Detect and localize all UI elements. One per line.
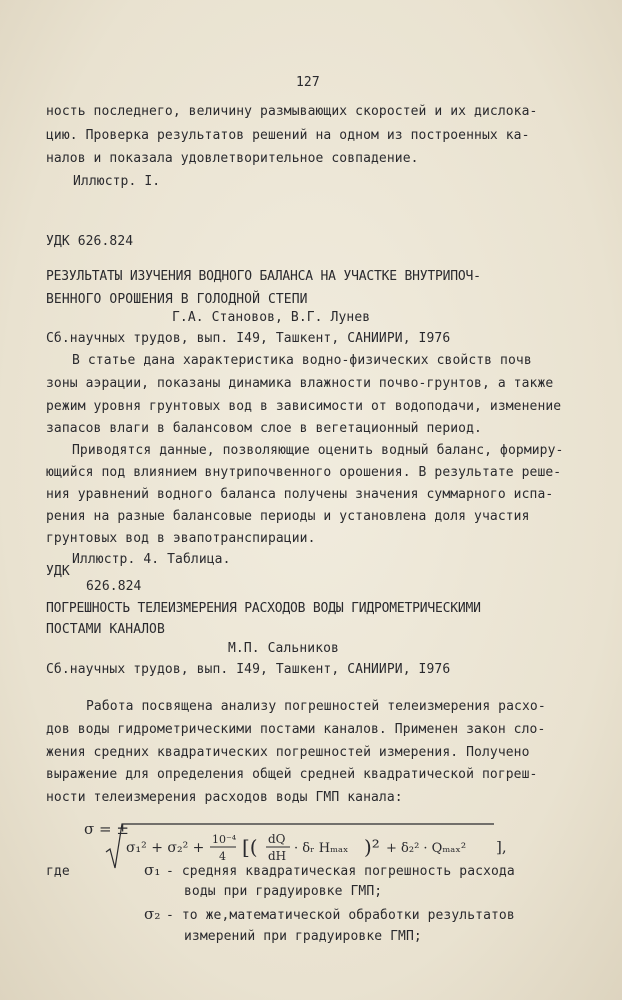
entry2-title-line: ПОСТАМИ КАНАЛОВ bbox=[46, 622, 165, 637]
sigma1-squared: σ₁² + σ₂² + bbox=[126, 840, 205, 856]
entry2-abstract-line: выражение для определения общей средней квадратической погреш- bbox=[46, 767, 538, 782]
def-line: - то же,математической обработки результатов bbox=[166, 908, 515, 923]
entry1-abstract-line: рения на разные балансовые периоды и установлена доля участия bbox=[46, 509, 530, 524]
entry2-title-line: ПОГРЕШНОСТЬ ТЕЛЕИЗМЕРЕНИЯ РАСХОДОВ ВОДЫ ГИДРОМЕТРИЧЕСКИМИ bbox=[46, 601, 481, 616]
def-line: - средняя квадратическая погрешность расхода bbox=[166, 864, 515, 879]
prev-abstract-line: цию. Проверка результатов решений на одном из построенных ка- bbox=[46, 128, 530, 143]
formula-end: ], bbox=[496, 838, 507, 856]
entry2-authors: М.П. Сальников bbox=[228, 641, 339, 656]
entry1-abstract-line: ния уравнений водного баланса получены значения суммарного испа- bbox=[46, 487, 554, 502]
entry2-abstract-line: жения средних квадратических погрешностей измерения. Получено bbox=[46, 745, 530, 760]
frac-numerator: 10⁻⁴ bbox=[212, 833, 237, 846]
prev-illustrations: Иллюстр. I. bbox=[73, 174, 161, 189]
def-symbol-sigma2: σ₂ bbox=[144, 905, 161, 923]
entry1-title-line: РЕЗУЛЬТАТЫ ИЗУЧЕНИЯ ВОДНОГО БАЛАНСА НА УЧАСТКЕ ВНУТРИПОЧ- bbox=[46, 269, 481, 284]
entry2-udk-number: 626.824 bbox=[86, 579, 142, 594]
frac-denominator: 4 bbox=[219, 850, 226, 863]
entry2-udk-label: УДК bbox=[46, 564, 70, 579]
entry1-abstract-line: режим уровня грунтовых вод в зависимости от водоподачи, изменение bbox=[46, 399, 562, 414]
entry1-abstract-line: грунтовых вод в эвапотранспирации. bbox=[46, 531, 316, 546]
page-number: 127 bbox=[296, 75, 320, 90]
entry1-abstract-line: В статье дана характеристика водно-физических свойств почв bbox=[72, 353, 532, 368]
open-bracket: [( bbox=[242, 835, 258, 859]
entry1-udk: УДК 626.824 bbox=[46, 234, 134, 249]
entry1-title-line: ВЕННОГО ОРОШЕНИЯ В ГОЛОДНОЙ СТЕПИ bbox=[46, 292, 308, 307]
entry1-abstract-line: зоны аэрации, показаны динамика влажности почво-грунтов, а также bbox=[46, 376, 554, 391]
formula-middle: · δᵣ Hₘₐₓ bbox=[294, 841, 349, 856]
def-line: воды при градуировке ГМП; bbox=[184, 884, 383, 899]
entry2-abstract-line: дов воды гидрометрическими постами каналов. Применен закон сло- bbox=[46, 722, 546, 737]
def-symbol-sigma1: σ₁ bbox=[144, 861, 161, 879]
entry1-illustrations: Иллюстр. 4. Таблица. bbox=[72, 552, 231, 567]
dh-denominator: dH bbox=[268, 849, 287, 863]
entry1-authors: Г.А. Становов, В.Г. Лунев bbox=[172, 310, 371, 325]
formula-tail: + δ₂² · Qₘₐₓ² bbox=[386, 841, 467, 856]
prev-abstract-line: ность последнего, величину размывающих скоростей и их дислока- bbox=[46, 104, 538, 119]
where-label: где bbox=[46, 864, 70, 879]
def-line: измерений при градуировке ГМП; bbox=[184, 929, 422, 944]
entry2-source: Сб.научных трудов, вып. I49, Ташкент, САНИИРИ, I976 bbox=[46, 662, 451, 677]
entry2-abstract-line: ности телеизмерения расходов воды ГМП канала: bbox=[46, 790, 403, 805]
entry1-abstract-line: ющийся под влиянием внутрипочвенного орошения. В результате реше- bbox=[46, 465, 562, 480]
entry1-source: Сб.научных трудов, вып. I49, Ташкент, САНИИРИ, I976 bbox=[46, 331, 451, 346]
prev-abstract-line: налов и показала удовлетворительное совпадение. bbox=[46, 151, 419, 166]
entry1-abstract-line: запасов влаги в балансовом слое в вегетационный период. bbox=[46, 421, 482, 436]
entry1-abstract-line: Приводятся данные, позволяющие оценить водный баланс, формиру- bbox=[72, 443, 564, 458]
close-paren: )² bbox=[364, 835, 380, 859]
dq-numerator: dQ bbox=[268, 832, 286, 846]
entry2-abstract-line: Работа посвящена анализу погрешностей телеизмерения расхо- bbox=[86, 699, 546, 714]
formula-lhs: σ = ± bbox=[84, 820, 129, 838]
